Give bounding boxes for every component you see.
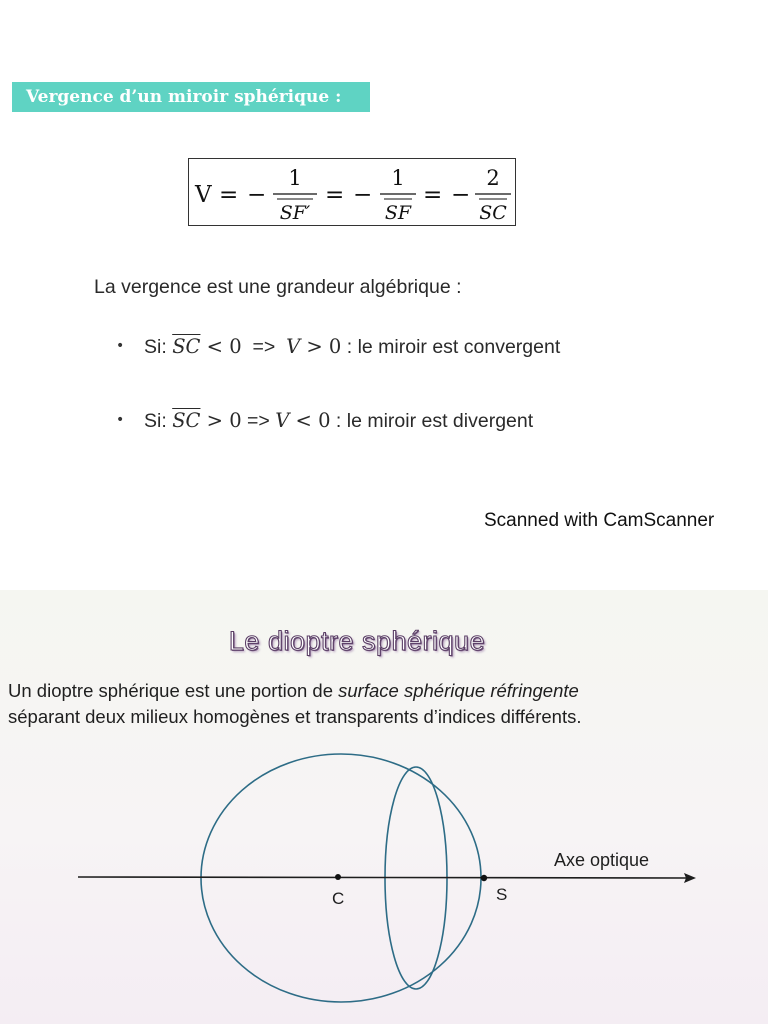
- condition-prefix: Si:: [144, 336, 173, 358]
- formula-lhs: V: [195, 182, 212, 208]
- bullet-dot: •: [116, 338, 125, 354]
- vertex-label: S: [496, 885, 508, 904]
- definition-text: Un dioptre sphérique est une portion de: [8, 680, 339, 701]
- condition-segment: $\overline{SC}$: [172, 335, 201, 358]
- formula-minus-2: −: [353, 182, 373, 208]
- condition-relation: < 0: [200, 335, 242, 358]
- vergence-intro: La vergence est une grandeur algébrique :: [94, 276, 462, 298]
- condition-arrow: =>: [241, 336, 287, 358]
- dioptre-definition-line-1: [8, 680, 579, 702]
- condition-vergence-relation: > 0: [300, 335, 342, 358]
- formula-minus-3: −: [451, 182, 471, 208]
- formula-numerator-3: 2: [486, 166, 500, 190]
- optical-axis-line: [78, 877, 688, 878]
- vertex-point: [481, 875, 487, 881]
- section-banner: Vergence d’un miroir sphérique :: [12, 82, 370, 112]
- condition-vergence: V: [275, 409, 290, 432]
- condition-conclusion: : le miroir est convergent: [341, 336, 561, 358]
- condition-convergent: [144, 335, 560, 359]
- spherical-dioptre-diagram: [60, 740, 710, 1010]
- formula-denominator-1: SF′: [279, 202, 311, 224]
- formula-minus-1: −: [247, 182, 267, 208]
- dioptre-title: Le dioptre sphérique: [228, 626, 486, 656]
- condition-divergent: [144, 409, 533, 433]
- bullet-dot: •: [116, 412, 125, 428]
- dioptre-definition-line-2: séparant deux milieux homogènes et transparents d’indices différents.: [8, 706, 582, 727]
- center-label: C: [332, 889, 345, 908]
- camscanner-watermark: Scanned with CamScanner: [484, 510, 715, 531]
- formula-denominator-2: SF: [384, 202, 412, 224]
- condition-prefix: Si:: [144, 410, 173, 432]
- condition-conclusion: : le miroir est divergent: [330, 410, 534, 432]
- condition-vergence-relation: < 0: [289, 409, 331, 432]
- vergence-formula-box: [188, 158, 516, 226]
- formula-numerator-1: 1: [288, 166, 302, 190]
- condition-arrow: =>: [241, 410, 276, 432]
- center-point: [335, 874, 341, 880]
- formula-equals-2: =: [325, 182, 345, 208]
- formula-denominator-3: SC: [479, 202, 507, 224]
- condition-relation: > 0: [200, 409, 242, 432]
- optical-axis-label: Axe optique: [554, 850, 650, 870]
- vergence-formula: [189, 159, 515, 225]
- formula-equals-3: =: [423, 182, 443, 208]
- condition-segment: $\overline{SC}$: [172, 409, 201, 432]
- formula-equals-1: =: [219, 182, 239, 208]
- definition-emphasis: surface sphérique réfringente: [338, 680, 579, 701]
- formula-numerator-2: 1: [391, 166, 405, 190]
- condition-vergence: V: [286, 335, 301, 358]
